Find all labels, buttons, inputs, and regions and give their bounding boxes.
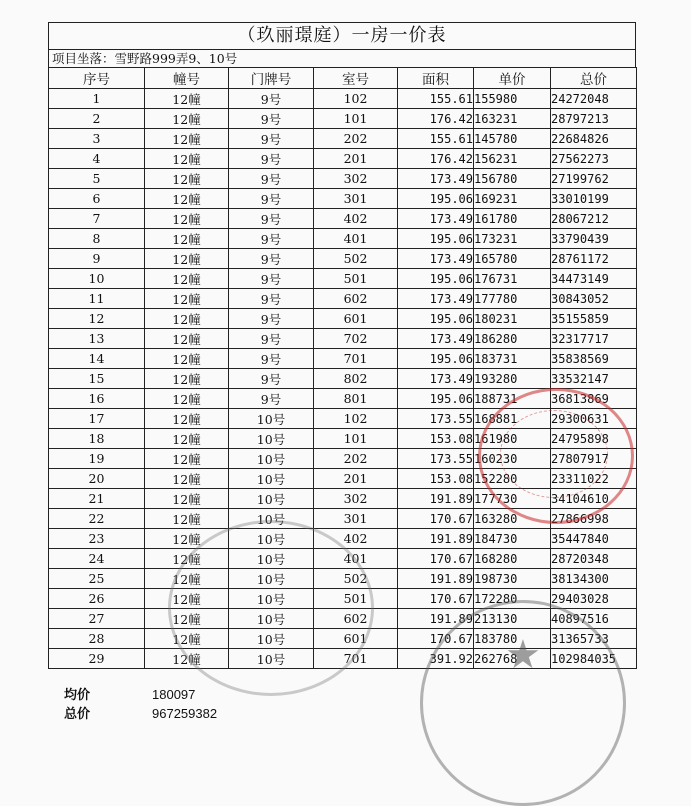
cell-room: 202 [314, 449, 398, 469]
cell-door-number: 10号 [229, 409, 314, 429]
cell-unit-price: 161780 [474, 209, 551, 229]
table-row [49, 249, 637, 269]
cell-room: 802 [314, 369, 398, 389]
cell-room: 201 [314, 469, 398, 489]
cell-area: 195.06 [398, 229, 474, 249]
cell-unit-price: 176731 [474, 269, 551, 289]
cell-room: 702 [314, 329, 398, 349]
cell-index: 6 [49, 189, 145, 209]
cell-door-number: 9号 [229, 169, 314, 189]
cell-door-number: 9号 [229, 269, 314, 289]
table-row [49, 529, 637, 549]
cell-building: 12幢 [145, 229, 229, 249]
cell-door-number: 9号 [229, 389, 314, 409]
cell-door-number: 9号 [229, 369, 314, 389]
cell-room: 101 [314, 109, 398, 129]
cell-index: 16 [49, 389, 145, 409]
cell-room: 402 [314, 529, 398, 549]
cell-area: 173.49 [398, 169, 474, 189]
cell-index: 18 [49, 429, 145, 449]
cell-area: 153.08 [398, 469, 474, 489]
cell-building: 12幢 [145, 129, 229, 149]
cell-room: 701 [314, 649, 398, 669]
cell-door-number: 10号 [229, 629, 314, 649]
cell-building: 12幢 [145, 429, 229, 449]
table-row [49, 549, 637, 569]
cell-total-price: 34473149 [551, 269, 637, 289]
cell-room: 401 [314, 549, 398, 569]
cell-area: 176.42 [398, 149, 474, 169]
cell-total-price: 29403028 [551, 589, 637, 609]
cell-door-number: 10号 [229, 429, 314, 449]
cell-room: 601 [314, 629, 398, 649]
cell-room: 302 [314, 169, 398, 189]
cell-door-number: 9号 [229, 329, 314, 349]
cell-unit-price: 188731 [474, 389, 551, 409]
table-row [49, 409, 637, 429]
cell-building: 12幢 [145, 489, 229, 509]
cell-building: 12幢 [145, 609, 229, 629]
cell-building: 12幢 [145, 289, 229, 309]
cell-building: 12幢 [145, 309, 229, 329]
table-header-row [49, 68, 637, 89]
cell-unit-price: 173231 [474, 229, 551, 249]
total-price-line [64, 705, 217, 724]
cell-index: 3 [49, 129, 145, 149]
table-row [49, 609, 637, 629]
cell-total-price: 31365733 [551, 629, 637, 649]
cell-room: 502 [314, 569, 398, 589]
cell-area: 191.89 [398, 609, 474, 629]
cell-total-price: 24272048 [551, 89, 637, 109]
average-price-value: 180097 [152, 687, 196, 702]
header-index: 序号 [49, 68, 145, 89]
cell-total-price: 33010199 [551, 189, 637, 209]
cell-building: 12幢 [145, 249, 229, 269]
cell-room: 202 [314, 129, 398, 149]
table-row [49, 209, 637, 229]
cell-door-number: 10号 [229, 609, 314, 629]
header-total-price: 总价 [551, 68, 637, 89]
cell-room: 101 [314, 429, 398, 449]
cell-total-price: 28797213 [551, 109, 637, 129]
cell-building: 12幢 [145, 589, 229, 609]
cell-unit-price: 168881 [474, 409, 551, 429]
total-price-value: 967259382 [152, 706, 218, 721]
table-row [49, 289, 637, 309]
cell-index: 29 [49, 649, 145, 669]
price-sheet [48, 22, 636, 669]
cell-unit-price: 184730 [474, 529, 551, 549]
cell-door-number: 9号 [229, 249, 314, 269]
cell-building: 12幢 [145, 349, 229, 369]
cell-total-price: 29300631 [551, 409, 637, 429]
cell-building: 12幢 [145, 549, 229, 569]
cell-index: 7 [49, 209, 145, 229]
cell-unit-price: 155980 [474, 89, 551, 109]
table-row [49, 429, 637, 449]
cell-area: 195.06 [398, 349, 474, 369]
cell-total-price: 38134300 [551, 569, 637, 589]
cell-room: 701 [314, 349, 398, 369]
cell-total-price: 30843052 [551, 289, 637, 309]
project-location: 项目坐落：雪野路999弄9、10号 [48, 49, 636, 67]
cell-index: 2 [49, 109, 145, 129]
cell-building: 12幢 [145, 649, 229, 669]
average-price-line [64, 686, 217, 705]
cell-area: 391.92 [398, 649, 474, 669]
cell-total-price: 33790439 [551, 229, 637, 249]
table-row [49, 269, 637, 289]
cell-door-number: 10号 [229, 529, 314, 549]
cell-room: 301 [314, 189, 398, 209]
cell-total-price: 27562273 [551, 149, 637, 169]
cell-index: 12 [49, 309, 145, 329]
cell-total-price: 40897516 [551, 609, 637, 629]
cell-total-price: 35447840 [551, 529, 637, 549]
table-row [49, 449, 637, 469]
cell-area: 155.61 [398, 129, 474, 149]
cell-room: 402 [314, 209, 398, 229]
cell-total-price: 28720348 [551, 549, 637, 569]
cell-door-number: 10号 [229, 469, 314, 489]
cell-index: 11 [49, 289, 145, 309]
cell-door-number: 10号 [229, 489, 314, 509]
cell-total-price: 35155859 [551, 309, 637, 329]
cell-index: 22 [49, 509, 145, 529]
cell-building: 12幢 [145, 189, 229, 209]
cell-area: 173.55 [398, 409, 474, 429]
cell-index: 27 [49, 609, 145, 629]
cell-room: 502 [314, 249, 398, 269]
cell-unit-price: 180231 [474, 309, 551, 329]
table-row [49, 89, 637, 109]
cell-area: 191.89 [398, 569, 474, 589]
cell-door-number: 9号 [229, 289, 314, 309]
cell-building: 12幢 [145, 409, 229, 429]
cell-unit-price: 177780 [474, 289, 551, 309]
table-row [49, 569, 637, 589]
cell-index: 26 [49, 589, 145, 609]
cell-total-price: 36813869 [551, 389, 637, 409]
cell-area: 170.67 [398, 629, 474, 649]
cell-unit-price: 163231 [474, 109, 551, 129]
cell-room: 301 [314, 509, 398, 529]
cell-unit-price: 169231 [474, 189, 551, 209]
cell-room: 501 [314, 589, 398, 609]
cell-unit-price: 163280 [474, 509, 551, 529]
cell-door-number: 10号 [229, 589, 314, 609]
cell-unit-price: 152280 [474, 469, 551, 489]
header-room: 室号 [314, 68, 398, 89]
table-row [49, 369, 637, 389]
cell-door-number: 9号 [229, 209, 314, 229]
table-row [49, 589, 637, 609]
cell-total-price: 35838569 [551, 349, 637, 369]
header-building: 幢号 [145, 68, 229, 89]
cell-building: 12幢 [145, 169, 229, 189]
cell-area: 170.67 [398, 589, 474, 609]
cell-total-price: 33532147 [551, 369, 637, 389]
cell-area: 153.08 [398, 429, 474, 449]
table-row [49, 509, 637, 529]
cell-index: 23 [49, 529, 145, 549]
cell-building: 12幢 [145, 109, 229, 129]
cell-area: 173.49 [398, 209, 474, 229]
cell-door-number: 10号 [229, 649, 314, 669]
cell-index: 25 [49, 569, 145, 589]
cell-area: 195.06 [398, 309, 474, 329]
cell-room: 302 [314, 489, 398, 509]
cell-building: 12幢 [145, 369, 229, 389]
cell-unit-price: 183731 [474, 349, 551, 369]
cell-area: 173.49 [398, 369, 474, 389]
cell-area: 195.06 [398, 189, 474, 209]
cell-total-price: 28761172 [551, 249, 637, 269]
cell-index: 8 [49, 229, 145, 249]
cell-door-number: 9号 [229, 149, 314, 169]
cell-index: 1 [49, 89, 145, 109]
cell-unit-price: 186280 [474, 329, 551, 349]
cell-index: 17 [49, 409, 145, 429]
table-row [49, 149, 637, 169]
cell-index: 15 [49, 369, 145, 389]
cell-index: 20 [49, 469, 145, 489]
cell-index: 13 [49, 329, 145, 349]
cell-total-price: 27199762 [551, 169, 637, 189]
cell-building: 12幢 [145, 629, 229, 649]
cell-unit-price: 165780 [474, 249, 551, 269]
cell-room: 102 [314, 89, 398, 109]
cell-area: 173.55 [398, 449, 474, 469]
cell-door-number: 9号 [229, 229, 314, 249]
cell-unit-price: 213130 [474, 609, 551, 629]
cell-total-price: 32317717 [551, 329, 637, 349]
table-row [49, 489, 637, 509]
cell-building: 12幢 [145, 389, 229, 409]
cell-building: 12幢 [145, 509, 229, 529]
cell-building: 12幢 [145, 149, 229, 169]
cell-index: 28 [49, 629, 145, 649]
cell-area: 176.42 [398, 109, 474, 129]
cell-unit-price: 198730 [474, 569, 551, 589]
cell-door-number: 9号 [229, 189, 314, 209]
cell-building: 12幢 [145, 329, 229, 349]
cell-total-price: 102984035 [551, 649, 637, 669]
seal-star-icon: ★ [505, 632, 541, 678]
cell-unit-price: 168280 [474, 549, 551, 569]
cell-door-number: 10号 [229, 509, 314, 529]
summary-block [64, 686, 217, 724]
cell-total-price: 27807917 [551, 449, 637, 469]
cell-unit-price: 145780 [474, 129, 551, 149]
cell-index: 14 [49, 349, 145, 369]
table-row [49, 169, 637, 189]
cell-building: 12幢 [145, 569, 229, 589]
cell-area: 173.49 [398, 289, 474, 309]
cell-area: 195.06 [398, 389, 474, 409]
cell-room: 801 [314, 389, 398, 409]
cell-door-number: 10号 [229, 549, 314, 569]
cell-room: 501 [314, 269, 398, 289]
cell-unit-price: 172280 [474, 589, 551, 609]
cell-room: 102 [314, 409, 398, 429]
cell-building: 12幢 [145, 469, 229, 489]
cell-area: 173.49 [398, 329, 474, 349]
cell-door-number: 9号 [229, 309, 314, 329]
cell-index: 24 [49, 549, 145, 569]
cell-index: 19 [49, 449, 145, 469]
table-row [49, 309, 637, 329]
table-row [49, 189, 637, 209]
cell-total-price: 28067212 [551, 209, 637, 229]
cell-area: 170.67 [398, 509, 474, 529]
cell-door-number: 10号 [229, 449, 314, 469]
header-area: 面积 [398, 68, 474, 89]
cell-area: 170.67 [398, 549, 474, 569]
cell-unit-price: 193280 [474, 369, 551, 389]
cell-unit-price: 156780 [474, 169, 551, 189]
cell-door-number: 10号 [229, 569, 314, 589]
cell-unit-price: 160230 [474, 449, 551, 469]
table-row [49, 649, 637, 669]
cell-building: 12幢 [145, 449, 229, 469]
cell-unit-price: 177730 [474, 489, 551, 509]
cell-index: 4 [49, 149, 145, 169]
header-unit-price: 单价 [474, 68, 551, 89]
cell-room: 601 [314, 309, 398, 329]
cell-index: 21 [49, 489, 145, 509]
cell-building: 12幢 [145, 209, 229, 229]
cell-door-number: 9号 [229, 349, 314, 369]
cell-unit-price: 262768 [474, 649, 551, 669]
cell-total-price: 23311022 [551, 469, 637, 489]
cell-area: 155.61 [398, 89, 474, 109]
cell-unit-price: 161980 [474, 429, 551, 449]
cell-unit-price: 156231 [474, 149, 551, 169]
table-row [49, 469, 637, 489]
cell-room: 602 [314, 609, 398, 629]
cell-room: 602 [314, 289, 398, 309]
cell-area: 173.49 [398, 249, 474, 269]
cell-total-price: 22684826 [551, 129, 637, 149]
table-row [49, 349, 637, 369]
table-row [49, 389, 637, 409]
cell-index: 9 [49, 249, 145, 269]
table-row [49, 129, 637, 149]
table-row [49, 109, 637, 129]
table-body [49, 89, 637, 669]
total-price-label: 总价 [64, 707, 91, 722]
cell-door-number: 9号 [229, 89, 314, 109]
table-row [49, 329, 637, 349]
cell-total-price: 27866998 [551, 509, 637, 529]
cell-building: 12幢 [145, 89, 229, 109]
cell-building: 12幢 [145, 269, 229, 289]
cell-area: 191.89 [398, 489, 474, 509]
cell-building: 12幢 [145, 529, 229, 549]
document-title: （玖丽璟庭）一房一价表 [48, 22, 636, 49]
cell-room: 201 [314, 149, 398, 169]
cell-door-number: 9号 [229, 109, 314, 129]
cell-index: 10 [49, 269, 145, 289]
cell-room: 401 [314, 229, 398, 249]
table-row [49, 229, 637, 249]
cell-unit-price: 183780 [474, 629, 551, 649]
cell-door-number: 9号 [229, 129, 314, 149]
cell-area: 195.06 [398, 269, 474, 289]
cell-index: 5 [49, 169, 145, 189]
cell-total-price: 24795898 [551, 429, 637, 449]
average-price-label: 均价 [64, 688, 91, 703]
price-table [48, 67, 637, 669]
cell-total-price: 34104610 [551, 489, 637, 509]
table-row [49, 629, 637, 649]
header-door-number: 门牌号 [229, 68, 314, 89]
cell-area: 191.89 [398, 529, 474, 549]
